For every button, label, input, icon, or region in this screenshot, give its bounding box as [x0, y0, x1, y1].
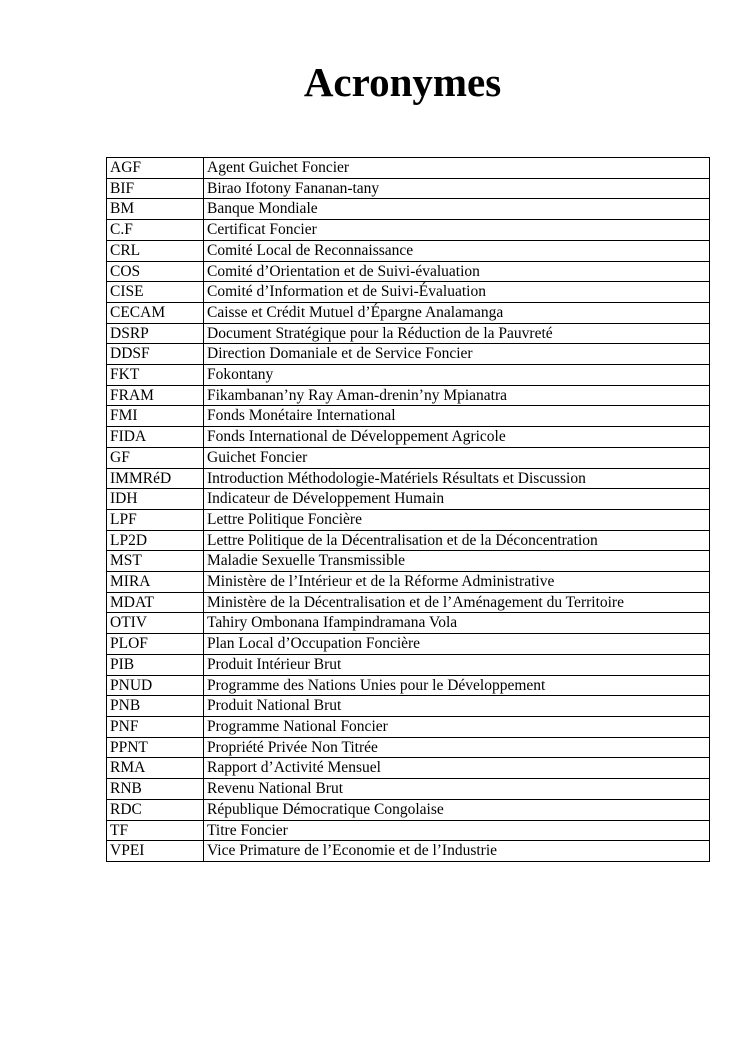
acronym-cell: LP2D	[107, 530, 204, 551]
definition-cell: Indicateur de Développement Humain	[204, 489, 710, 510]
table-row	[107, 447, 710, 468]
acronym-cell: IMMRéD	[107, 468, 204, 489]
definition-cell: Revenu National Brut	[204, 779, 710, 800]
acronym-cell: FMI	[107, 406, 204, 427]
table-row	[107, 261, 710, 282]
definition-cell: Vice Primature de l’Economie et de l’Industrie	[204, 841, 710, 862]
definition-cell: Tahiry Ombonana Ifampindramana Vola	[204, 613, 710, 634]
definition-cell: Guichet Foncier	[204, 447, 710, 468]
definition-cell: Propriété Privée Non Titrée	[204, 737, 710, 758]
definition-cell: République Démocratique Congolaise	[204, 799, 710, 820]
definition-cell: Maladie Sexuelle Transmissible	[204, 551, 710, 572]
acronym-cell: FRAM	[107, 385, 204, 406]
definition-cell: Lettre Politique de la Décentralisation et de la Déconcentration	[204, 530, 710, 551]
table-row	[107, 654, 710, 675]
definition-cell: Produit Intérieur Brut	[204, 654, 710, 675]
acronym-cell: PLOF	[107, 634, 204, 655]
definition-cell: Comité d’Orientation et de Suivi-évaluation	[204, 261, 710, 282]
acronym-cell: TF	[107, 820, 204, 841]
acronym-cell: OTIV	[107, 613, 204, 634]
table-row	[107, 675, 710, 696]
table-row	[107, 199, 710, 220]
table-row	[107, 572, 710, 593]
definition-cell: Fonds International de Développement Agricole	[204, 427, 710, 448]
acronym-cell: CRL	[107, 240, 204, 261]
table-row	[107, 613, 710, 634]
table-row	[107, 716, 710, 737]
acronym-cell: CISE	[107, 282, 204, 303]
definition-cell: Comité d’Information et de Suivi-Évaluation	[204, 282, 710, 303]
definition-cell: Programme National Foncier	[204, 716, 710, 737]
acronym-cell: FKT	[107, 365, 204, 386]
table-row	[107, 779, 710, 800]
acronym-cell: RDC	[107, 799, 204, 820]
table-row	[107, 696, 710, 717]
acronym-cell: AGF	[107, 158, 204, 179]
table-row	[107, 406, 710, 427]
definition-cell: Titre Foncier	[204, 820, 710, 841]
table-row	[107, 634, 710, 655]
table-row	[107, 799, 710, 820]
page-title: Acronymes	[303, 59, 502, 105]
table-row	[107, 240, 710, 261]
definition-cell: Rapport d’Activité Mensuel	[204, 758, 710, 779]
definition-cell: Lettre Politique Foncière	[204, 509, 710, 530]
definition-cell: Produit National Brut	[204, 696, 710, 717]
table-row	[107, 323, 710, 344]
table-row	[107, 302, 710, 323]
acronym-cell: RMA	[107, 758, 204, 779]
acronym-cell: GF	[107, 447, 204, 468]
definition-cell: Banque Mondiale	[204, 199, 710, 220]
table-row	[107, 220, 710, 241]
table-row	[107, 178, 710, 199]
acronym-cell: VPEI	[107, 841, 204, 862]
table-row	[107, 592, 710, 613]
table-row	[107, 468, 710, 489]
table-row	[107, 758, 710, 779]
acronym-cell: BIF	[107, 178, 204, 199]
table-row	[107, 365, 710, 386]
table-row	[107, 427, 710, 448]
table-row	[107, 344, 710, 365]
table-row	[107, 489, 710, 510]
acronym-cell: MDAT	[107, 592, 204, 613]
acronym-cell: IDH	[107, 489, 204, 510]
table-row	[107, 385, 710, 406]
acronym-table	[106, 157, 710, 862]
definition-cell: Ministère de l’Intérieur et de la Réforme Administrative	[204, 572, 710, 593]
definition-cell: Comité Local de Reconnaissance	[204, 240, 710, 261]
definition-cell: Document Stratégique pour la Réduction de la Pauvreté	[204, 323, 710, 344]
definition-cell: Direction Domaniale et de Service Foncier	[204, 344, 710, 365]
table-row	[107, 282, 710, 303]
acronym-cell: BM	[107, 199, 204, 220]
acronym-cell: PPNT	[107, 737, 204, 758]
acronym-cell: DSRP	[107, 323, 204, 344]
acronym-cell: LPF	[107, 509, 204, 530]
acronym-cell: PNUD	[107, 675, 204, 696]
table-row	[107, 737, 710, 758]
definition-cell: Ministère de la Décentralisation et de l’Aménagement du Territoire	[204, 592, 710, 613]
definition-cell: Plan Local d’Occupation Foncière	[204, 634, 710, 655]
acronym-cell: MIRA	[107, 572, 204, 593]
definition-cell: Agent Guichet Foncier	[204, 158, 710, 179]
acronym-cell: MST	[107, 551, 204, 572]
definition-cell: Fonds Monétaire International	[204, 406, 710, 427]
acronym-cell: PNF	[107, 716, 204, 737]
definition-cell: Certificat Foncier	[204, 220, 710, 241]
acronym-cell: C.F	[107, 220, 204, 241]
acronym-cell: COS	[107, 261, 204, 282]
definition-cell: Introduction Méthodologie-Matériels Résultats et Discussion	[204, 468, 710, 489]
acronym-cell: DDSF	[107, 344, 204, 365]
table-row	[107, 820, 710, 841]
acronym-cell: PNB	[107, 696, 204, 717]
table-row	[107, 509, 710, 530]
table-row	[107, 530, 710, 551]
acronym-cell: RNB	[107, 779, 204, 800]
table-row	[107, 841, 710, 862]
acronym-cell: PIB	[107, 654, 204, 675]
acronym-cell: CECAM	[107, 302, 204, 323]
definition-cell: Birao Ifotony Fananan-tany	[204, 178, 710, 199]
acronym-table-body	[107, 158, 710, 862]
definition-cell: Fokontany	[204, 365, 710, 386]
table-row	[107, 551, 710, 572]
table-row	[107, 158, 710, 179]
acronym-cell: FIDA	[107, 427, 204, 448]
definition-cell: Fikambanan’ny Ray Aman-drenin’ny Mpianatra	[204, 385, 710, 406]
definition-cell: Programme des Nations Unies pour le Développement	[204, 675, 710, 696]
definition-cell: Caisse et Crédit Mutuel d’Épargne Analamanga	[204, 302, 710, 323]
